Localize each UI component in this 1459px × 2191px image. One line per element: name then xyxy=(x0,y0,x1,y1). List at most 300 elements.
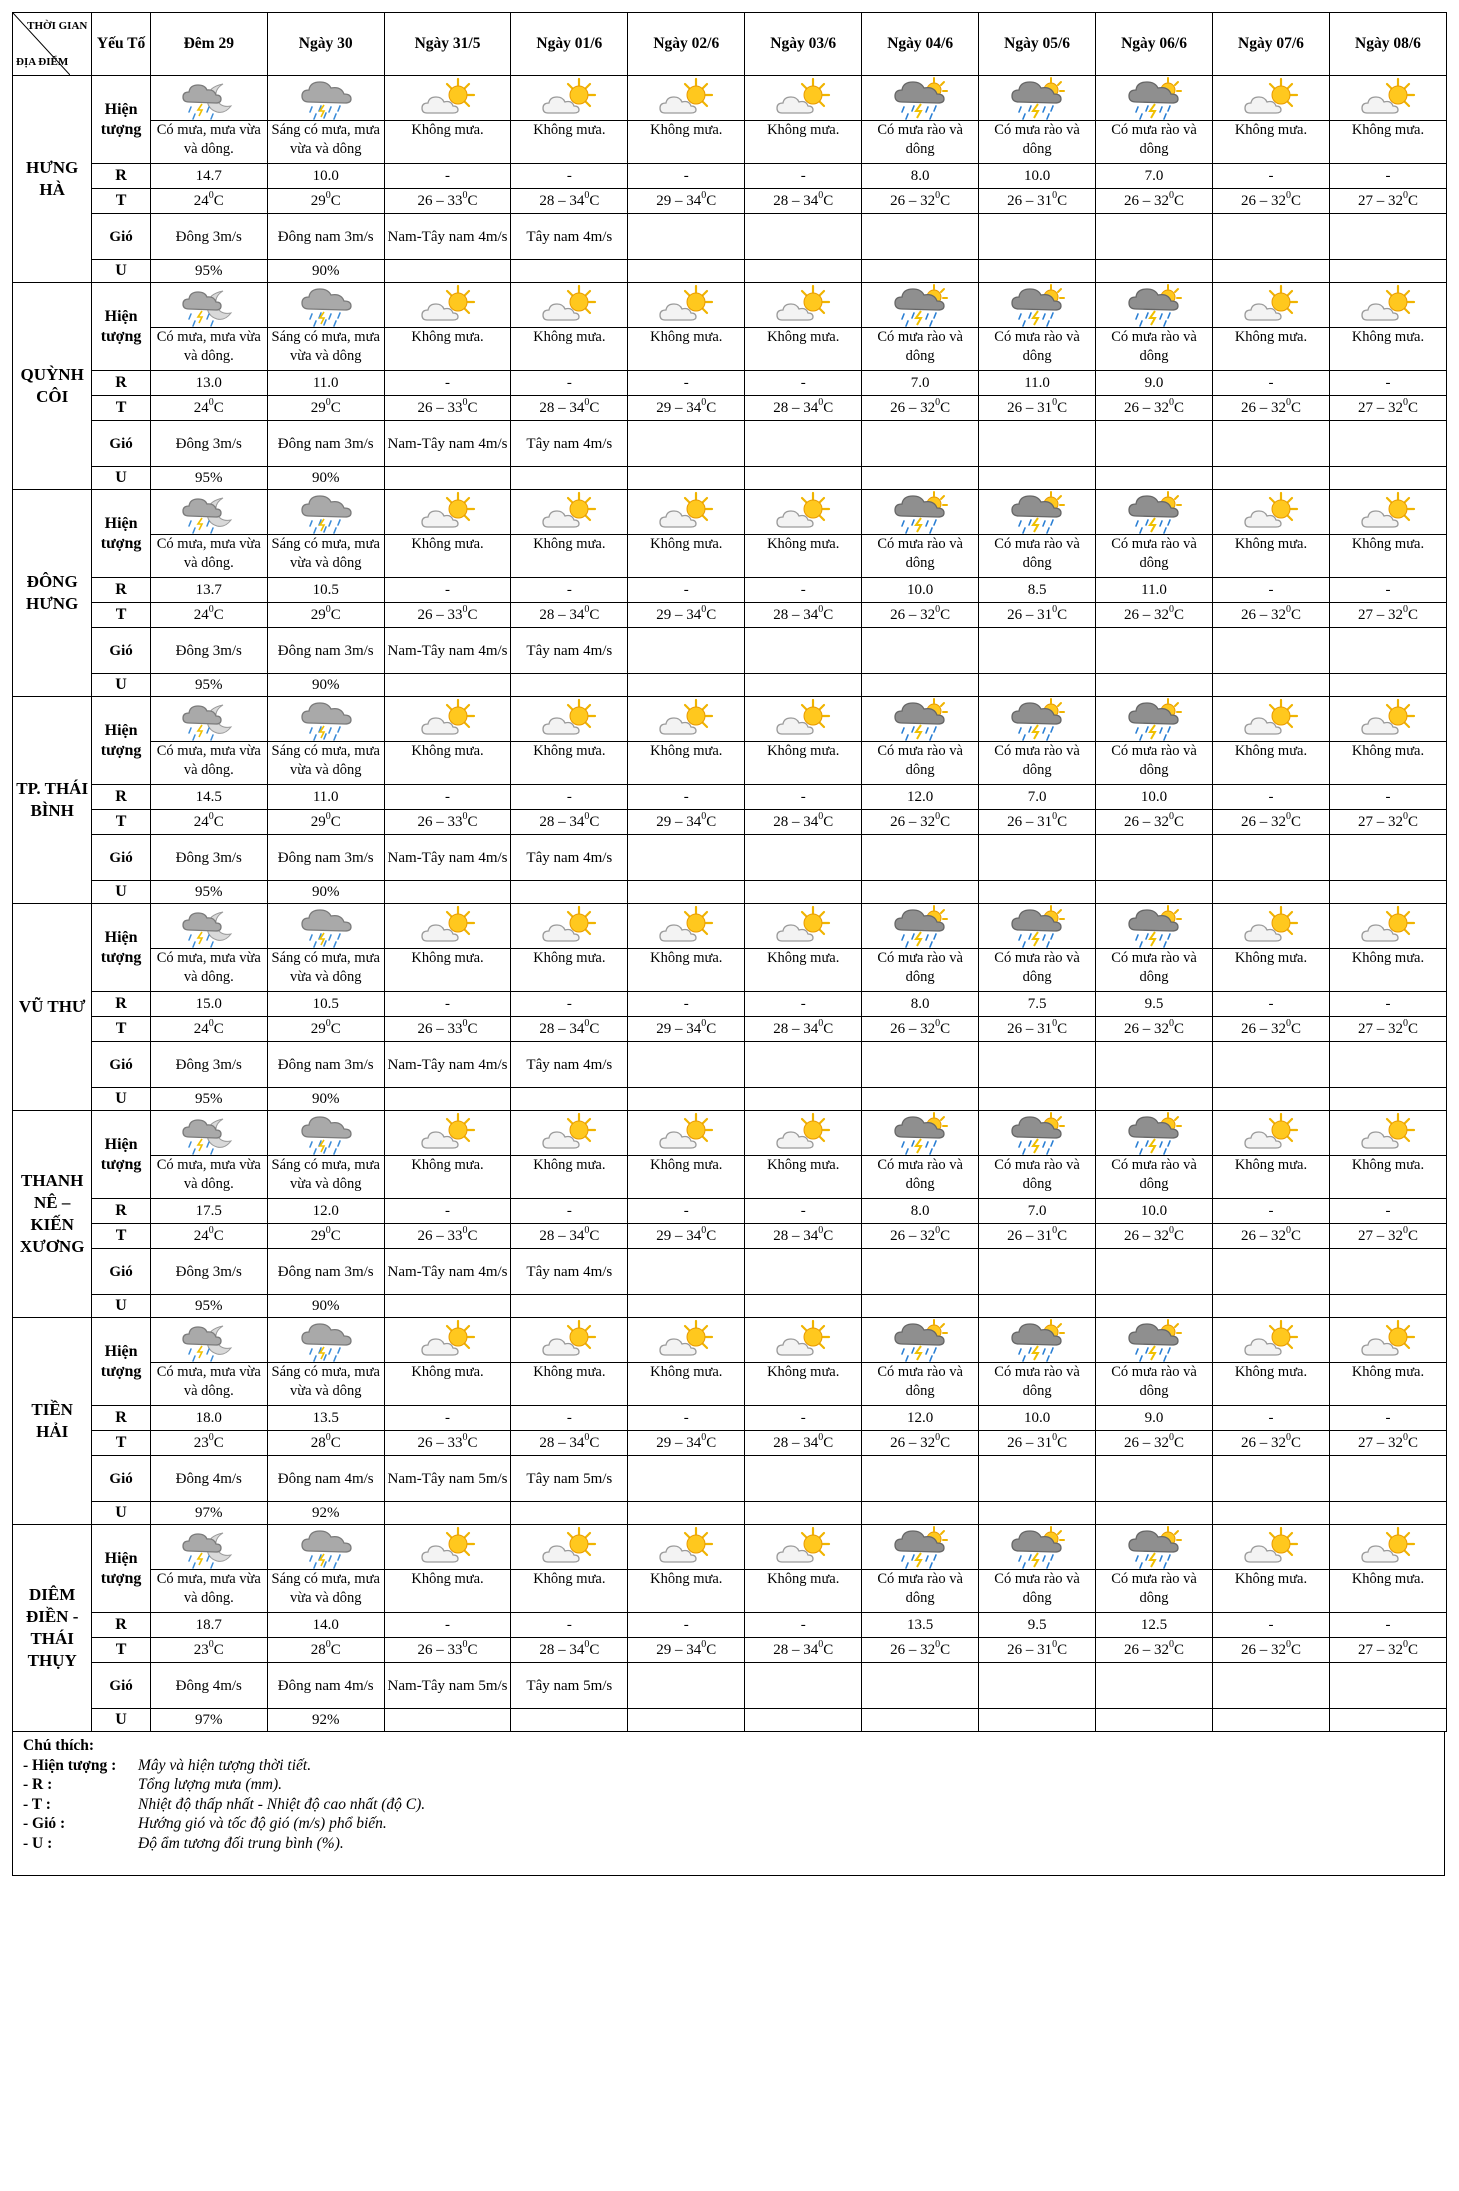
wind-value xyxy=(1329,835,1446,881)
header-day: Ngày 03/6 xyxy=(745,13,862,76)
humidity-value xyxy=(1213,1295,1330,1318)
location-name: HƯNG HÀ xyxy=(13,76,92,283)
rainfall-value: - xyxy=(384,1613,511,1638)
header-corner xyxy=(13,13,92,76)
temperature-unit: C xyxy=(589,400,600,416)
sun-cloud-icon xyxy=(656,76,716,120)
weather-icon-cell xyxy=(384,283,511,328)
rainfall-value: 7.0 xyxy=(979,1199,1096,1224)
temperature-range: 26 – 32 xyxy=(890,1642,936,1658)
phenomenon-icon-row xyxy=(13,283,1447,328)
weather-icon-cell xyxy=(384,1111,511,1156)
degree-mark: 0 xyxy=(818,604,824,615)
temperature-value xyxy=(267,1638,384,1663)
rainfall-value: 10.0 xyxy=(267,164,384,189)
wind-value xyxy=(1213,1663,1330,1709)
temperature-unit: C xyxy=(589,193,600,209)
weather-icon-cell xyxy=(979,490,1096,535)
temperature-unit: C xyxy=(1407,1228,1418,1244)
temperature-unit: C xyxy=(706,607,717,623)
weather-icon-cell xyxy=(1329,490,1446,535)
temperature-value xyxy=(1329,1638,1446,1663)
rainfall-value: - xyxy=(1329,578,1446,603)
temperature-unit: C xyxy=(823,607,834,623)
temperature-range: 26 – 32 xyxy=(1124,607,1170,623)
weather-icon-cell xyxy=(745,904,862,949)
weather-icon-cell xyxy=(628,697,745,742)
temperature-unit: C xyxy=(1290,400,1301,416)
temperature-range: 24 xyxy=(193,193,209,209)
rainfall-value: 10.0 xyxy=(1096,1199,1213,1224)
wind-value xyxy=(1213,1042,1330,1088)
temperature-value xyxy=(150,1431,267,1456)
thunderstorm-icon xyxy=(1124,697,1184,741)
thunderstorm-icon xyxy=(890,1525,950,1569)
temperature-value xyxy=(511,1431,628,1456)
rainfall-value: 18.0 xyxy=(150,1406,267,1431)
temperature-range: 28 – 34 xyxy=(773,1021,819,1037)
temperature-range: 29 xyxy=(310,193,326,209)
temperature-value xyxy=(628,1638,745,1663)
weather-icon-cell xyxy=(745,76,862,121)
temperature-unit: C xyxy=(330,1642,341,1658)
rain-cloud-icon xyxy=(296,697,356,741)
degree-mark: 0 xyxy=(1285,604,1291,615)
temperature-unit: C xyxy=(213,814,224,830)
degree-mark: 0 xyxy=(818,397,824,408)
wind-value: Đông nam 3m/s xyxy=(267,1249,384,1295)
rainfall-row xyxy=(13,992,1447,1017)
weather-description: Không mưa. xyxy=(745,328,862,371)
corner-time-label: THỜI GIAN xyxy=(27,20,88,32)
wind-value xyxy=(1096,1249,1213,1295)
wind-value: Nam-Tây nam 4m/s xyxy=(384,1249,511,1295)
thunderstorm-icon xyxy=(1007,1318,1067,1362)
rainfall-label: R xyxy=(92,578,150,603)
temperature-unit: C xyxy=(1407,607,1418,623)
phenomenon-label: Hiện tượng xyxy=(92,1525,150,1613)
sun-cloud-icon xyxy=(539,904,599,948)
rainfall-value: - xyxy=(628,992,745,1017)
legend-key: - R : xyxy=(23,1776,53,1793)
temperature-value xyxy=(267,603,384,628)
rainfall-value: - xyxy=(628,1613,745,1638)
temperature-value xyxy=(628,1431,745,1456)
rainfall-value: 8.0 xyxy=(862,992,979,1017)
rainfall-value: 14.5 xyxy=(150,785,267,810)
weather-description: Có mưa rào và dông xyxy=(979,949,1096,992)
temperature-value xyxy=(862,1638,979,1663)
temperature-unit: C xyxy=(823,400,834,416)
temperature-range: 26 – 31 xyxy=(1007,400,1053,416)
temperature-range: 28 – 34 xyxy=(773,193,819,209)
rainfall-value: - xyxy=(511,1406,628,1431)
weather-icon-cell xyxy=(267,1318,384,1363)
humidity-value xyxy=(628,881,745,904)
weather-icon-cell xyxy=(384,490,511,535)
legend-title: Chú thích: xyxy=(23,1737,95,1754)
degree-mark: 0 xyxy=(462,1018,468,1029)
temperature-value xyxy=(979,1224,1096,1249)
degree-mark: 0 xyxy=(462,1225,468,1236)
temperature-range: 29 xyxy=(310,400,326,416)
temperature-range: 27 – 32 xyxy=(1357,607,1403,623)
phenomenon-text-row xyxy=(13,949,1447,992)
rainfall-value: 9.5 xyxy=(979,1613,1096,1638)
wind-label: Gió xyxy=(92,835,150,881)
temperature-value xyxy=(150,396,267,421)
wind-value xyxy=(862,835,979,881)
humidity-value xyxy=(745,881,862,904)
temperature-range: 26 – 33 xyxy=(417,814,463,830)
wind-value xyxy=(745,1042,862,1088)
weather-description: Có mưa, mưa vừa và dông. xyxy=(150,949,267,992)
humidity-value xyxy=(1096,1709,1213,1732)
humidity-value xyxy=(745,1502,862,1525)
temperature-value xyxy=(979,396,1096,421)
humidity-label: U xyxy=(92,260,150,283)
degree-mark: 0 xyxy=(208,604,214,615)
header-day: Ngày 05/6 xyxy=(979,13,1096,76)
wind-value xyxy=(1096,835,1213,881)
temperature-range: 26 – 33 xyxy=(417,1642,463,1658)
humidity-value xyxy=(511,1295,628,1318)
humidity-value xyxy=(862,260,979,283)
weather-icon-cell xyxy=(267,1111,384,1156)
wind-value: Tây nam 4m/s xyxy=(511,628,628,674)
rainfall-value: 13.7 xyxy=(150,578,267,603)
temperature-range: 29 – 34 xyxy=(656,400,702,416)
degree-mark: 0 xyxy=(818,811,824,822)
humidity-value xyxy=(979,1088,1096,1111)
weather-icon-cell xyxy=(1213,1525,1330,1570)
wind-label: Gió xyxy=(92,214,150,260)
temperature-range: 26 – 33 xyxy=(417,1435,463,1451)
temperature-range: 28 xyxy=(310,1642,326,1658)
temperature-range: 27 – 32 xyxy=(1357,814,1403,830)
rainfall-label: R xyxy=(92,164,150,189)
weather-description: Có mưa, mưa vừa và dông. xyxy=(150,1156,267,1199)
wind-value xyxy=(1213,628,1330,674)
degree-mark: 0 xyxy=(935,1018,941,1029)
weather-icon-cell xyxy=(267,697,384,742)
rainfall-value: 9.0 xyxy=(1096,371,1213,396)
weather-icon-cell xyxy=(979,283,1096,328)
weather-icon-cell xyxy=(1096,283,1213,328)
rain-cloud-icon xyxy=(296,1111,356,1155)
weather-description: Sáng có mưa, mưa vừa và dông xyxy=(267,742,384,785)
humidity-label: U xyxy=(92,674,150,697)
phenomenon-text-row xyxy=(13,742,1447,785)
humidity-value xyxy=(384,1709,511,1732)
rainfall-value: - xyxy=(511,164,628,189)
temperature-label: T xyxy=(92,1431,150,1456)
humidity-value xyxy=(1213,1088,1330,1111)
weather-icon-cell xyxy=(1329,1111,1446,1156)
weather-icon-cell xyxy=(150,1318,267,1363)
degree-mark: 0 xyxy=(1169,1432,1175,1443)
temperature-unit: C xyxy=(940,1642,951,1658)
temperature-value xyxy=(150,189,267,214)
weather-icon-cell xyxy=(1213,283,1330,328)
temperature-value xyxy=(745,1017,862,1042)
temperature-range: 26 – 31 xyxy=(1007,193,1053,209)
location-name: VŨ THƯ xyxy=(13,904,92,1111)
temperature-unit: C xyxy=(467,1021,478,1037)
wind-value: Đông 3m/s xyxy=(150,835,267,881)
temperature-value xyxy=(267,1224,384,1249)
temperature-unit: C xyxy=(706,1228,717,1244)
degree-mark: 0 xyxy=(1052,1225,1058,1236)
degree-mark: 0 xyxy=(935,811,941,822)
temperature-value xyxy=(745,1638,862,1663)
wind-value xyxy=(745,1663,862,1709)
temperature-value xyxy=(511,396,628,421)
location-name: QUỲNH CÔI xyxy=(13,283,92,490)
humidity-value xyxy=(628,674,745,697)
wind-value xyxy=(1329,1249,1446,1295)
temperature-unit: C xyxy=(589,1435,600,1451)
temperature-value xyxy=(384,189,511,214)
weather-description: Không mưa. xyxy=(628,1363,745,1406)
temperature-value xyxy=(384,810,511,835)
degree-mark: 0 xyxy=(208,397,214,408)
degree-mark: 0 xyxy=(701,190,707,201)
weather-description: Có mưa rào và dông xyxy=(979,535,1096,578)
rainfall-row xyxy=(13,1613,1447,1638)
degree-mark: 0 xyxy=(1052,1639,1058,1650)
temperature-value xyxy=(1213,1638,1330,1663)
temperature-unit: C xyxy=(1290,1642,1301,1658)
temperature-unit: C xyxy=(1174,607,1185,623)
temperature-unit: C xyxy=(940,607,951,623)
wind-value xyxy=(862,1456,979,1502)
degree-mark: 0 xyxy=(325,1432,331,1443)
weather-description: Có mưa rào và dông xyxy=(1096,1570,1213,1613)
legend-value: Hướng gió và tốc độ gió (m/s) phổ biến. xyxy=(138,1815,387,1832)
degree-mark: 0 xyxy=(1402,1639,1408,1650)
weather-icon-cell xyxy=(150,283,267,328)
degree-mark: 0 xyxy=(584,604,590,615)
weather-icon-cell xyxy=(511,283,628,328)
weather-description: Không mưa. xyxy=(1329,1570,1446,1613)
humidity-value xyxy=(745,1709,862,1732)
wind-value xyxy=(862,1663,979,1709)
wind-value: Tây nam 4m/s xyxy=(511,835,628,881)
wind-value xyxy=(862,1249,979,1295)
night-rain-icon xyxy=(179,76,239,120)
weather-description: Không mưa. xyxy=(1213,1570,1330,1613)
weather-description: Có mưa, mưa vừa và dông. xyxy=(150,742,267,785)
weather-description: Có mưa rào và dông xyxy=(979,1570,1096,1613)
temperature-range: 23 xyxy=(193,1435,209,1451)
weather-description: Không mưa. xyxy=(511,535,628,578)
temperature-unit: C xyxy=(940,400,951,416)
weather-icon-cell xyxy=(150,1525,267,1570)
humidity-row xyxy=(13,1502,1447,1525)
humidity-value xyxy=(979,1502,1096,1525)
humidity-value xyxy=(1096,260,1213,283)
wind-row xyxy=(13,421,1447,467)
temperature-range: 26 – 32 xyxy=(890,1228,936,1244)
temperature-range: 28 – 34 xyxy=(773,400,819,416)
wind-value xyxy=(862,214,979,260)
weather-description: Không mưa. xyxy=(1329,328,1446,371)
humidity-value xyxy=(979,881,1096,904)
humidity-value xyxy=(862,1709,979,1732)
sun-cloud-icon xyxy=(773,1111,833,1155)
sun-cloud-icon xyxy=(656,490,716,534)
sun-cloud-icon xyxy=(1241,490,1301,534)
temperature-label: T xyxy=(92,603,150,628)
weather-description: Không mưa. xyxy=(745,742,862,785)
weather-icon-cell xyxy=(267,76,384,121)
temperature-unit: C xyxy=(706,400,717,416)
degree-mark: 0 xyxy=(1285,1225,1291,1236)
temperature-row xyxy=(13,1017,1447,1042)
temperature-unit: C xyxy=(823,1228,834,1244)
rainfall-value: - xyxy=(384,992,511,1017)
temperature-range: 29 xyxy=(310,1021,326,1037)
temperature-value xyxy=(979,810,1096,835)
temperature-unit: C xyxy=(467,814,478,830)
temperature-unit: C xyxy=(1290,1021,1301,1037)
degree-mark: 0 xyxy=(818,1432,824,1443)
thunderstorm-icon xyxy=(890,283,950,327)
rainfall-value: - xyxy=(1213,578,1330,603)
wind-value xyxy=(745,835,862,881)
temperature-range: 26 – 32 xyxy=(1124,814,1170,830)
weather-description: Có mưa rào và dông xyxy=(862,742,979,785)
wind-value xyxy=(628,421,745,467)
rainfall-value: 14.0 xyxy=(267,1613,384,1638)
sun-cloud-icon xyxy=(1241,283,1301,327)
temperature-unit: C xyxy=(1407,1021,1418,1037)
wind-row xyxy=(13,628,1447,674)
rainfall-value: - xyxy=(511,578,628,603)
humidity-value xyxy=(511,674,628,697)
forecast-sheet xyxy=(12,12,1447,1876)
temperature-unit: C xyxy=(589,1228,600,1244)
wind-value: Nam-Tây nam 4m/s xyxy=(384,214,511,260)
wind-value xyxy=(745,214,862,260)
sun-cloud-icon xyxy=(418,283,478,327)
rainfall-row xyxy=(13,164,1447,189)
phenomenon-label: Hiện tượng xyxy=(92,76,150,164)
weather-icon-cell xyxy=(384,1525,511,1570)
temperature-value xyxy=(979,1431,1096,1456)
temperature-range: 26 – 32 xyxy=(1240,1435,1286,1451)
rain-cloud-icon xyxy=(296,283,356,327)
temperature-unit: C xyxy=(1174,1228,1185,1244)
temperature-range: 26 – 32 xyxy=(1240,193,1286,209)
weather-description: Có mưa rào và dông xyxy=(862,1156,979,1199)
humidity-value: 90% xyxy=(267,1295,384,1318)
degree-mark: 0 xyxy=(462,190,468,201)
wind-value: Đông 3m/s xyxy=(150,214,267,260)
wind-value xyxy=(979,1249,1096,1295)
weather-icon-cell xyxy=(862,490,979,535)
wind-value: Nam-Tây nam 5m/s xyxy=(384,1456,511,1502)
humidity-value xyxy=(511,260,628,283)
rainfall-value: 18.7 xyxy=(150,1613,267,1638)
weather-icon-cell xyxy=(1096,1525,1213,1570)
weather-icon-cell xyxy=(511,1318,628,1363)
temperature-unit: C xyxy=(1057,400,1068,416)
humidity-value: 90% xyxy=(267,467,384,490)
temperature-value xyxy=(628,603,745,628)
degree-mark: 0 xyxy=(1169,190,1175,201)
temperature-range: 26 – 31 xyxy=(1007,607,1053,623)
temperature-unit: C xyxy=(706,1642,717,1658)
temperature-value xyxy=(862,1224,979,1249)
rainfall-value: - xyxy=(1329,164,1446,189)
phenomenon-icon-row xyxy=(13,1318,1447,1363)
wind-value: Đông nam 3m/s xyxy=(267,1042,384,1088)
humidity-value xyxy=(979,467,1096,490)
weather-description: Không mưa. xyxy=(628,535,745,578)
temperature-label: T xyxy=(92,1638,150,1663)
temperature-range: 28 – 34 xyxy=(539,1021,585,1037)
degree-mark: 0 xyxy=(325,811,331,822)
humidity-value xyxy=(745,1088,862,1111)
weather-description: Có mưa rào và dông xyxy=(1096,328,1213,371)
rainfall-value: - xyxy=(628,1406,745,1431)
temperature-value xyxy=(628,1224,745,1249)
temperature-range: 26 – 32 xyxy=(1124,193,1170,209)
temperature-range: 28 – 34 xyxy=(539,1228,585,1244)
phenomenon-text-row xyxy=(13,535,1447,578)
temperature-range: 26 – 32 xyxy=(1240,400,1286,416)
weather-icon-cell xyxy=(150,76,267,121)
humidity-value xyxy=(628,1088,745,1111)
degree-mark: 0 xyxy=(1285,1639,1291,1650)
phenomenon-icon-row xyxy=(13,490,1447,535)
sun-cloud-icon xyxy=(418,76,478,120)
header-day: Ngày 08/6 xyxy=(1329,13,1446,76)
degree-mark: 0 xyxy=(1169,604,1175,615)
degree-mark: 0 xyxy=(1402,604,1408,615)
weather-icon-cell xyxy=(1213,697,1330,742)
humidity-value xyxy=(628,467,745,490)
weather-description: Có mưa rào và dông xyxy=(862,535,979,578)
degree-mark: 0 xyxy=(935,1432,941,1443)
rainfall-value: - xyxy=(628,164,745,189)
humidity-row xyxy=(13,260,1447,283)
wind-value xyxy=(745,1249,862,1295)
temperature-unit: C xyxy=(1057,193,1068,209)
thunderstorm-icon xyxy=(1124,1318,1184,1362)
weather-icon-cell xyxy=(267,1525,384,1570)
temperature-unit: C xyxy=(1290,814,1301,830)
temperature-range: 26 – 31 xyxy=(1007,1435,1053,1451)
temperature-value xyxy=(1213,810,1330,835)
rainfall-value: - xyxy=(384,371,511,396)
humidity-value xyxy=(979,260,1096,283)
temperature-unit: C xyxy=(589,1642,600,1658)
degree-mark: 0 xyxy=(1052,811,1058,822)
rainfall-label: R xyxy=(92,1199,150,1224)
temperature-range: 28 – 34 xyxy=(773,1228,819,1244)
wind-label: Gió xyxy=(92,1042,150,1088)
degree-mark: 0 xyxy=(325,1225,331,1236)
wind-value: Đông 3m/s xyxy=(150,1042,267,1088)
wind-value xyxy=(1096,421,1213,467)
wind-value xyxy=(1329,1456,1446,1502)
temperature-unit: C xyxy=(467,1228,478,1244)
sun-cloud-icon xyxy=(1358,283,1418,327)
wind-label: Gió xyxy=(92,421,150,467)
